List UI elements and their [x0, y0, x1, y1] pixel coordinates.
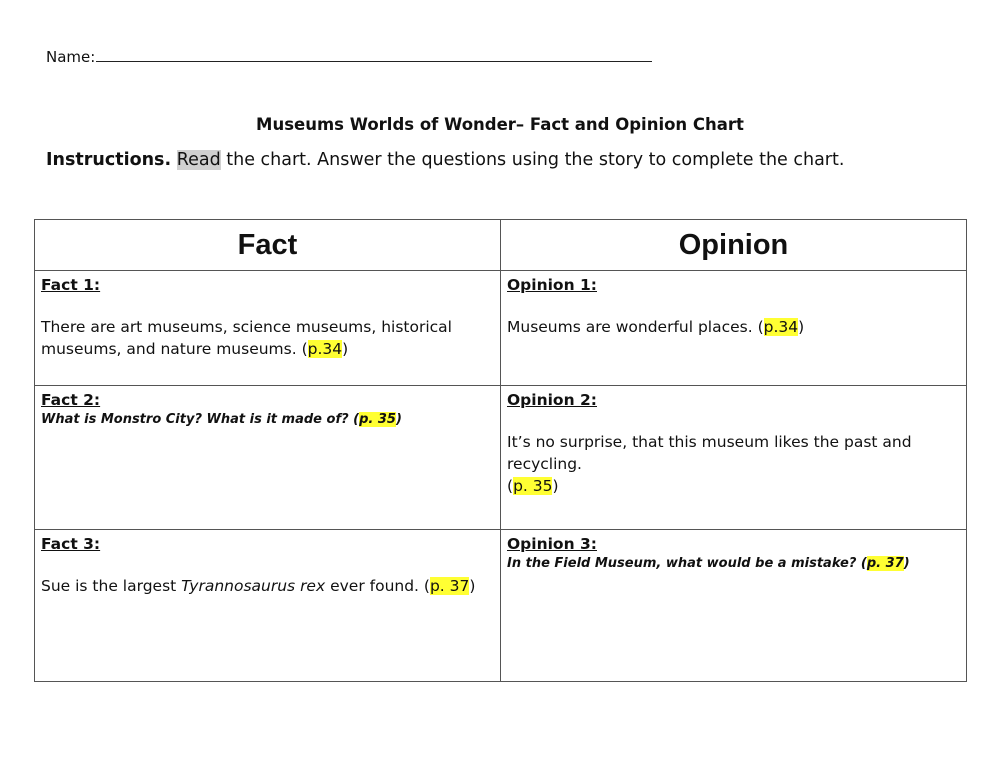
fact-2-heading: Fact 2: — [41, 391, 101, 409]
fact-2-question: What is Monstro City? What is it made of? (p. 35) — [41, 412, 402, 427]
page-ref-highlight: p. 37 — [429, 577, 470, 595]
page-ref-highlight: p. 35 — [359, 412, 396, 427]
instructions-read-highlight: Read — [176, 150, 221, 170]
fact-3-text: Sue is the largest Tyrannosaurus rex ever found. (p. 37) — [41, 577, 476, 595]
opinion-2-page-ref: (p. 35) — [507, 477, 559, 495]
instructions-lead: Instructions. — [46, 150, 172, 170]
name-blank-line[interactable] — [96, 47, 652, 62]
page-ref-highlight: p.34 — [307, 340, 343, 358]
instructions — [46, 150, 844, 170]
opinion-2-heading: Opinion 2: — [507, 391, 597, 409]
fact-2-cell[interactable] — [35, 386, 501, 530]
opinion-3-cell[interactable] — [501, 530, 967, 682]
fact-column-header: Fact — [35, 220, 501, 271]
page-ref-highlight: p.34 — [763, 318, 799, 336]
fact-3-cell[interactable] — [35, 530, 501, 682]
opinion-1-heading: Opinion 1: — [507, 276, 597, 294]
opinion-2-text: It’s no surprise, that this museum likes the past and recycling. — [507, 433, 912, 473]
fact-1-heading: Fact 1: — [41, 276, 101, 294]
fact-1-text: There are art museums, science museums, historical museums, and nature museums. (p.34) — [41, 318, 452, 358]
fact-opinion-table — [34, 219, 967, 682]
fact-3-heading: Fact 3: — [41, 535, 101, 553]
worksheet-title: Museums Worlds of Wonder– Fact and Opinion Chart — [256, 115, 744, 134]
name-field — [46, 47, 652, 66]
page-ref-highlight: p. 37 — [866, 556, 904, 571]
name-label: Name: — [46, 48, 96, 66]
opinion-2-cell[interactable] — [501, 386, 967, 530]
opinion-column-header: Opinion — [501, 220, 967, 271]
opinion-1-text: Museums are wonderful places. (p.34) — [507, 318, 805, 336]
opinion-3-heading: Opinion 3: — [507, 535, 597, 553]
instructions-text: the chart. Answer the questions using the story to complete the chart. — [220, 150, 845, 170]
page-ref-highlight: p. 35 — [513, 477, 553, 495]
fact-1-cell[interactable] — [35, 271, 501, 386]
opinion-3-question: In the Field Museum, what would be a mistake? (p. 37) — [507, 556, 910, 571]
opinion-1-cell[interactable] — [501, 271, 967, 386]
